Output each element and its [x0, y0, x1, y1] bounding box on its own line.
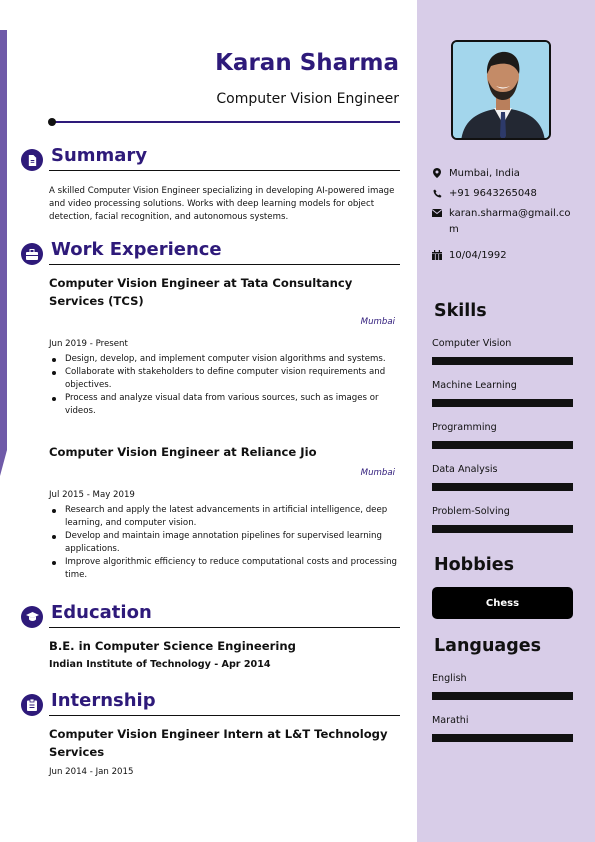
- job-2-title: Computer Vision Engineer at Reliance Jio: [49, 445, 317, 459]
- skill-bar: [432, 525, 573, 533]
- calendar-icon: [432, 250, 442, 260]
- skill-label: Problem-Solving: [432, 506, 510, 517]
- summary-heading: Summary: [51, 145, 148, 166]
- email-text[interactable]: karan.sharma@gmail.com: [449, 208, 571, 235]
- clipboard-icon: [21, 694, 43, 716]
- briefcase-icon: [21, 243, 43, 265]
- experience-divider: [49, 264, 400, 265]
- job-2-bullets: [65, 504, 400, 582]
- language-label: English: [432, 673, 467, 684]
- job-1-dates: Jun 2019 - Present: [49, 339, 128, 349]
- skill-bar: [432, 441, 573, 449]
- job-1-location: Mumbai: [360, 317, 395, 327]
- language-bar: [432, 734, 573, 742]
- phone-text[interactable]: +91 9643265048: [449, 188, 537, 199]
- graduation-cap-icon: [21, 606, 43, 628]
- hobbies-heading: Hobbies: [434, 555, 515, 575]
- education-heading: Education: [51, 602, 152, 623]
- summary-text: A skilled Computer Vision Engineer specializing in developing AI-powered image and video processing solutions. Works with deep learning models for object detection, facial recognition, and autonomous systems.: [49, 186, 395, 222]
- skill-bar: [432, 399, 573, 407]
- job-1-title: Computer Vision Engineer at Tata Consultancy Services (TCS): [49, 276, 353, 308]
- list-item: Design, develop, and implement computer vision algorithms and systems.: [65, 353, 400, 366]
- list-item: Collaborate with stakeholders to define computer vision requirements and objectives.: [65, 366, 400, 392]
- location-text: Mumbai, India: [449, 168, 520, 179]
- candidate-name: Karan Sharma: [215, 50, 399, 76]
- envelope-icon: [432, 208, 442, 218]
- skill-label: Programming: [432, 422, 497, 433]
- phone-icon: [432, 188, 442, 198]
- education-divider: [49, 627, 400, 628]
- list-item: Process and analyze visual data from various sources, such as images or videos.: [65, 392, 400, 418]
- education-school: Indian Institute of Technology - Apr 2014: [49, 659, 271, 670]
- list-item: Improve algorithmic efficiency to reduce computational costs and processing time.: [65, 556, 400, 582]
- language-bar: [432, 692, 573, 700]
- document-icon: [21, 149, 43, 171]
- education-degree: B.E. in Computer Science Engineering: [49, 639, 296, 653]
- header-divider: [52, 121, 400, 123]
- job-2-location: Mumbai: [360, 468, 395, 478]
- job-2-dates: Jul 2015 - May 2019: [49, 490, 135, 500]
- experience-heading: Work Experience: [51, 239, 222, 260]
- skill-label: Machine Learning: [432, 380, 517, 391]
- skills-heading: Skills: [434, 301, 487, 321]
- profile-photo: [451, 40, 551, 140]
- internship-heading: Internship: [51, 690, 156, 711]
- list-item: Develop and maintain image annotation pipelines for supervised learning applications.: [65, 530, 400, 556]
- skill-bar: [432, 357, 573, 365]
- job-1-bullets: [65, 353, 400, 418]
- candidate-title: Computer Vision Engineer: [216, 91, 399, 107]
- left-accent-tip: [0, 450, 7, 476]
- dob-text: 10/04/1992: [449, 250, 507, 261]
- summary-divider: [49, 170, 400, 171]
- internship-divider: [49, 715, 400, 716]
- internship-dates: Jun 2014 - Jan 2015: [49, 767, 134, 777]
- map-pin-icon: [432, 168, 442, 178]
- list-item: Research and apply the latest advancements in artificial intelligence, deep learning, and computer vision.: [65, 504, 400, 530]
- languages-heading: Languages: [434, 636, 542, 656]
- left-accent-stripe: [0, 30, 7, 450]
- skill-bar: [432, 483, 573, 491]
- language-label: Marathi: [432, 715, 469, 726]
- internship-title: Computer Vision Engineer Intern at L&T Technology Services: [49, 727, 388, 759]
- skill-label: Computer Vision: [432, 338, 512, 349]
- hobby-chip: Chess: [432, 587, 573, 619]
- header-divider-dot: [48, 118, 56, 126]
- skill-label: Data Analysis: [432, 464, 498, 475]
